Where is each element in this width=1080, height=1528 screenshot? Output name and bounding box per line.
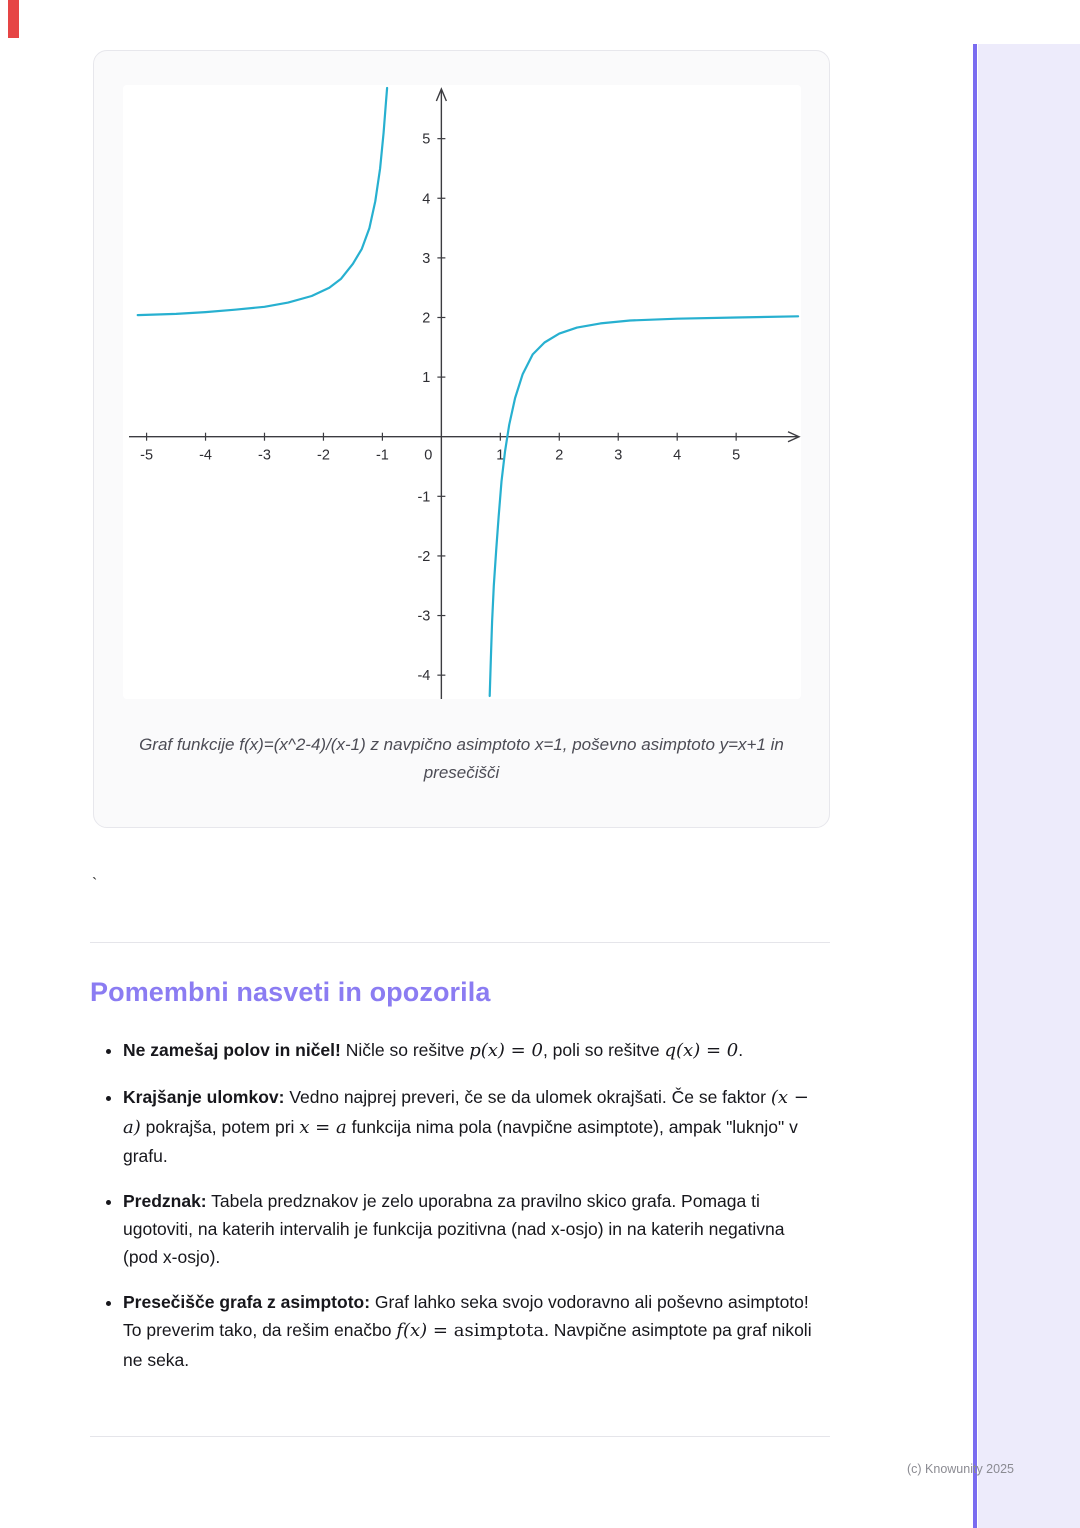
svg-text:-3: -3 (416, 608, 430, 625)
red-bookmark-strip (8, 0, 19, 38)
divider-bottom (90, 1436, 830, 1437)
footer-copyright: (c) Knowunity 2025 (906, 1462, 1014, 1476)
tip-item-fraction-reduction (123, 1083, 823, 1171)
section-heading: Pomembni nasveti in opozorila (90, 977, 491, 1008)
svg-text:4: 4 (672, 447, 681, 464)
svg-text:3: 3 (613, 447, 622, 464)
svg-text:-4: -4 (198, 447, 212, 464)
svg-text:1: 1 (495, 447, 504, 464)
svg-text:2: 2 (554, 447, 563, 464)
svg-text:-2: -2 (416, 548, 430, 565)
math-expression: q(x) = 0 (664, 1040, 739, 1062)
tip-text: . Navpične asimptote pa graf nikoli ne seka. (123, 1320, 812, 1371)
function-graph-panel (123, 85, 801, 699)
svg-text:4: 4 (421, 191, 430, 208)
svg-text:0: 0 (423, 447, 432, 464)
stray-backtick: ` (92, 876, 98, 894)
tip-text: pokrajša, potem pri (140, 1116, 300, 1137)
tip-item-sign-table (123, 1187, 823, 1271)
tip-item-asymptote-intersection (123, 1288, 823, 1374)
svg-text:-3: -3 (257, 447, 271, 464)
tip-text: Ničle so rešitve (340, 1040, 470, 1061)
svg-text:3: 3 (421, 250, 430, 267)
svg-text:-1: -1 (416, 489, 430, 506)
svg-text:5: 5 (421, 131, 430, 148)
function-graph-svg (123, 85, 801, 699)
tip-text: Vedno najprej preveri, če se da ulomek okrajšati. Če se faktor (284, 1086, 771, 1107)
page-content (90, 0, 830, 1437)
tip-bold: Predznak: (123, 1191, 207, 1212)
svg-text:5: 5 (731, 447, 740, 464)
svg-text:-1: -1 (375, 447, 389, 464)
tip-text: Tabela predznakov je zelo uporabna za pravilno skico grafa. Pomaga ti ugotoviti, na katerih intervalih je funkcija pozitivna (nad x-osjo) in na katerih negativna (pod x-osjo). (123, 1191, 785, 1268)
divider-top (90, 942, 830, 943)
tip-text: , poli so rešitve (542, 1040, 665, 1061)
math-expression: (x − a) (123, 1086, 809, 1138)
svg-text:1: 1 (421, 370, 430, 387)
right-margin-strip (978, 44, 1080, 1528)
svg-text:2: 2 (421, 310, 430, 327)
math-expression: f(x) = (396, 1320, 454, 1342)
math-expression: p(x) = 0 (469, 1040, 543, 1062)
tip-item-poles-zeros (123, 1036, 823, 1066)
svg-text:-5: -5 (139, 447, 153, 464)
tip-bold: Presečišče grafa z asimptoto: (123, 1292, 371, 1313)
tip-bold: Ne zamešaj polov in ničel! (123, 1040, 341, 1061)
tip-text: . (738, 1040, 744, 1061)
graph-card (93, 50, 830, 828)
tips-list (90, 1036, 830, 1374)
tip-text: funkcija nima pola (navpične asimptote), ampak "luknjo" v grafu. (123, 1116, 798, 1167)
svg-text:-4: -4 (416, 668, 430, 685)
graph-caption: Graf funkcije f(x)=(x^2-4)/(x-1) z navpično asimptoto x=1, poševno asimptoto y=x+1 in presečišči (139, 735, 784, 783)
math-expression: x = a (299, 1116, 347, 1138)
math-expression: asimptota (453, 1320, 545, 1342)
svg-text:-2: -2 (316, 447, 330, 464)
right-vertical-accent-line (973, 44, 977, 1528)
tip-text: Graf lahko seka svojo vodoravno ali poševno asimptoto! To preverim tako, da rešim enačbo (123, 1292, 809, 1341)
tip-bold: Krajšanje ulomkov: (123, 1086, 285, 1107)
